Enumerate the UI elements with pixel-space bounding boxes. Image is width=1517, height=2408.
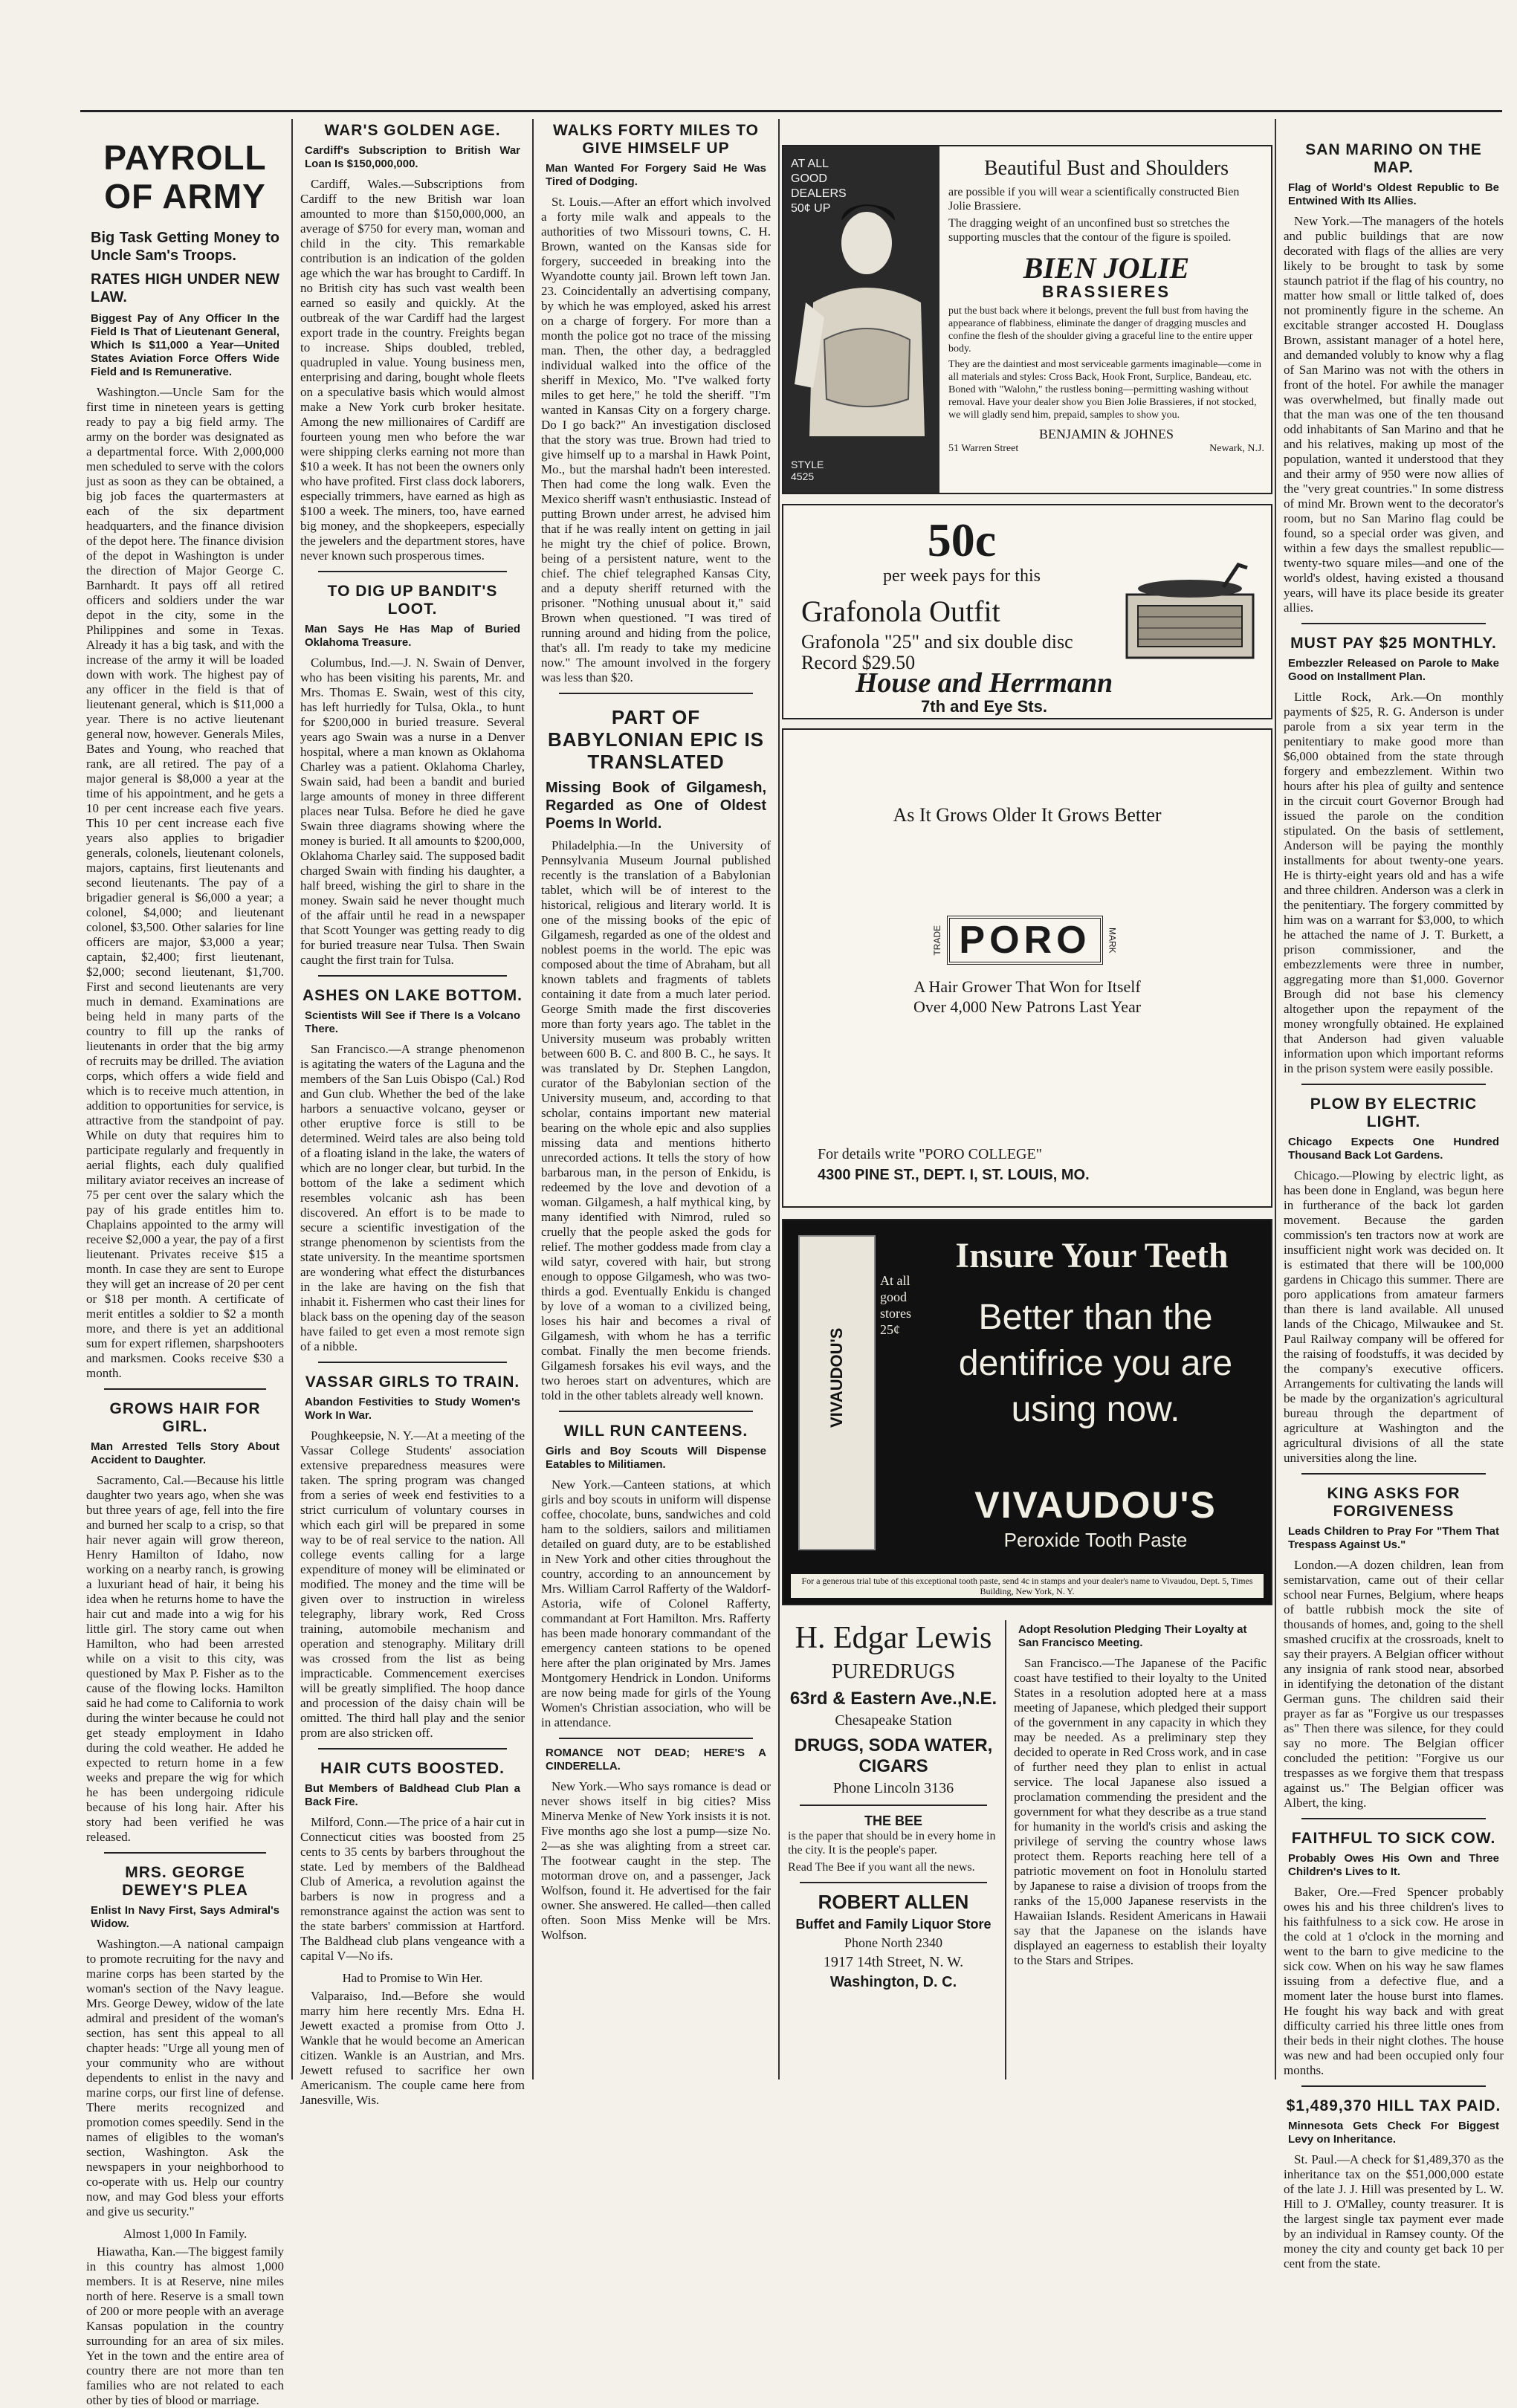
deck: Girls and Boy Scouts Will Dispense Eatables to Militiamen. — [546, 1445, 766, 1471]
ad-title: Beautiful Bust and Shoulders — [984, 157, 1229, 180]
ad-style: STYLE 4525 — [791, 459, 824, 482]
article-body: Hiawatha, Kan.—The biggest family in this country has almost 1,000 members. It is at Reserve, nine miles north of here. Reserve is a small town of 200 or more people with an average Kansas population in the country surrounding for an area of six miles. Yet in the town and the entire area of country there are not more than ten families who are not related to each other by ties of blood or marriage. — [86, 2244, 284, 2407]
ad-text: A Hair Grower That Won for Itself — [913, 977, 1141, 996]
ad-name: ROBERT ALLEN — [818, 1891, 969, 1913]
tube-label: VIVAUDOU'S — [827, 1327, 846, 1428]
ad-text: is the paper that should be in every home in the city. It is the people's paper. — [788, 1830, 996, 1857]
article-body: San Francisco.—A strange phenomenon is agitating the waters of the Laguna and the members of the San Luis Obispo (Cal.) Rod and Gun club. Whether the bed of the lake harbors a senuactive volcano, geyser or other eruptive force is still to be determined. Weird tales are also being told of a floating island in the lake, the waters of which are no longer clear, but turbid. In the bottom of the lake a sediment which resembles volcanic ash has been discovered. An effort is to be made to secure a scientific investigation of the strange phenomenon by scientists from the state university. In the meantime sportsmen are wondering what effect the disturbances in the lake are having on the fish that inhabit it. Fishermen who cast their lines for black bass on the opening day of the season have failed to get even a most remote sign of a nibble. — [300, 1042, 525, 1353]
headline: VASSAR GIRLS TO TRAIN. — [305, 1373, 520, 1391]
ad-city: Washington, D. C. — [829, 1974, 957, 1990]
divider — [104, 1388, 266, 1390]
deck: Biggest Pay of Any Officer In the Field Is That of Lieutenant General, Which Is $11,000 a Year—United States Aviation Force Offers Wide Field and Is Remunerative. — [91, 312, 279, 378]
ad-sub: PUREDRUGS — [831, 1660, 956, 1683]
deck: Flag of World's Oldest Republic to Be Entwined With Its Allies. — [1288, 181, 1499, 207]
headline: PAYROLL OF ARMY — [103, 138, 267, 216]
ad-brand: BIEN JOLIE — [1023, 251, 1190, 285]
ad-name: H. Edgar Lewis — [795, 1621, 992, 1655]
headline: WILL RUN CANTEENS. — [563, 1423, 748, 1440]
article-body: Washington.—A national campaign to promote recruiting for the navy and marine corps has been started by the woman's section of the Navy league. Mrs. George Dewey, widow of the late admiral and president of the woman's section, has sent this appeal to all chapter heads: "Urge all young men of your community who are without dependents to enlist in the navy and marine corps, our first line of defense. There merits recognized and promotion comes speedily. Send in the names of eligibles to the woman's section, Washington. Ask the newspapers in your neighborhood to co-operate with us. Help our country now, and may God bless your efforts and give us security." — [86, 1937, 284, 2218]
divider — [800, 1805, 987, 1806]
column-rule — [291, 119, 293, 2080]
ad-text: Over 4,000 New Patrons Last Year — [913, 997, 1142, 1016]
column-2 — [294, 119, 531, 2107]
ad-mark-right: MARK — [1107, 927, 1118, 954]
ad-phone: Phone Lincoln 3136 — [832, 1780, 954, 1796]
ad-text: are possible if you will wear a scientifically constructed Bien Jolie Brassiere. — [948, 186, 1240, 213]
ad-copy — [948, 157, 1264, 456]
article-body: Little Rock, Ark.—On monthly payments of $25, R. G. Anderson is under parole from a six year term in the penitentiary to make good more than $6,000 obtained from the state through forgery and embezzlement. Within two hours after his plea of guilty and sentence in the circuit court Governor Brough had issued the parole on the condition stipulated. On the basis of settlement, Anderson will be paying the monthly installments for about twenty-one years. He is thirty-eight years old and has a wife and three children. Anderson was a clerk in the penitentiary. The forgery committed by him was on a warrant for $3,000, to which he attached the name of J. T. Burkett, a prison commissioner, and the embezzlements were three in number, aggregating more than $1,000. Governor Brough did not base his clemency altogether upon the repayment of the money wrongfully obtained. He explained that Anderson had given valuable information upon which important reforms in the prison system were easily possible. — [1284, 690, 1504, 1075]
ad-contact: 4300 PINE ST., DEPT. I, ST. LOUIS, MO. — [818, 1167, 1090, 1183]
ad-head: THE BEE — [864, 1813, 922, 1828]
headline: WAR'S GOLDEN AGE. — [324, 122, 501, 139]
ad-phone: Phone North 2340 — [844, 1935, 942, 1950]
ad-text: Read The Bee if you want all the news. — [788, 1861, 975, 1874]
article-body: New York.—Who says romance is dead or never shows itself in big cities? Miss Minerva Menke of New York insists it is not. Five months ago she lost a pump—size No. 2—as she was alighting from a street car. The footwear caught in the step. The motorman drove on, and a passenger, Jack Wolfson, found it. He advertised for the fair owner. She answered. He called—then called often. Soon Miss Menke will be Mrs. Wolfson. — [541, 1779, 771, 1942]
deck: Adopt Resolution Pledging Their Loyalty at San Francisco Meeting. — [1018, 1623, 1247, 1649]
deck: But Members of Baldhead Club Plan a Back Fire. — [305, 1782, 520, 1808]
ad-mark-left: TRADE — [932, 925, 943, 956]
ad-address: 51 Warren Street — [948, 443, 1019, 454]
subhead: Almost 1,000 In Family. — [123, 2227, 248, 2241]
deck: Leads Children to Pray For "Them That Trespass Against Us." — [1288, 1525, 1499, 1551]
column-rule — [1005, 1620, 1006, 2080]
divider — [318, 1362, 507, 1363]
divider — [559, 1411, 753, 1412]
column-4-bottom — [1008, 1620, 1272, 2080]
headline: MUST PAY $25 MONTHLY. — [1290, 635, 1497, 652]
column-3 — [535, 119, 777, 2080]
ad-text: put the bust back where it belongs, prevent the full bust from having the appearance of flabbiness, eliminate the danger of dragging muscles and confine the flesh of the shoulder giving a graceful line to the entire upper body. — [948, 305, 1253, 355]
divider — [1301, 623, 1486, 624]
article-body: Valparaiso, Ind.—Before she would marry him here recently Mrs. Edna H. Jewett exacted a promise from Otto J. Wankle that he would become an American citizen. Wankle is an Austrian, and Mrs. Jewett refused to sacrifice her own Americanism. The couple came here from Janesville, Wis. — [300, 1989, 525, 2107]
headline: ROMANCE NOT DEAD; HERE'S A CINDERELLA. — [546, 1747, 766, 1773]
ad-grafonola — [782, 504, 1272, 719]
ad-brand-row — [917, 916, 1133, 965]
article-body: Columbus, Ind.—J. N. Swain of Denver, who has been visiting his parents, Mr. and Mrs. Thomas E. Swain, west of this city, has left hurriedly for Tulsa, Okla., to hunt for $200,000 in buried treasure. Several years ago Swain was a nurse in a Denver hospital, where a man known as Oklahoma Charley was a patient. Oklahoma Charley, Swain said, had been a bandit and buried large amounts of money in three different places near Tulsa. Before he died he gave Swain three diagrams showing where the money is buried. It all amounts to $200,000, Oklahoma Charley said. The supposed badit charged Swain with finding his daughter, a half breed, wishing the girl to share in the money. Swain said he never thought much of the affair until he read in a newspaper that Scott Younger was getting ready to dig for buried treasure near Tulsa. Then Swain caught the first train for Tulsa. — [300, 656, 525, 967]
article-body: St. Paul.—A check for $1,489,370 as the inheritance tax on the $51,000,000 estate of the late J. J. Hill was presented by L. W. Hill to J. O'Malley, county treasurer. It is the largest single tax payment ever made by an individual in Ramsey county. Of the money the city and county get back 10 per cent from the state. — [1284, 2152, 1504, 2271]
ad-product: Grafonola Outfit — [801, 595, 1000, 628]
deck: Abandon Festivities to Study Women's Work In War. — [305, 1396, 520, 1422]
toothpaste-tube-icon — [798, 1235, 876, 1550]
ad-tagline: As It Grows Older It Grows Better — [893, 804, 1162, 826]
top-rule — [80, 110, 1502, 112]
headline: GROWS HAIR FOR GIRL. — [109, 1400, 261, 1435]
divider — [1301, 1084, 1486, 1085]
ad-detail: Grafonola "25" and six double disc Record $29.50 — [801, 631, 1073, 673]
headline: HAIR CUTS BOOSTED. — [320, 1760, 505, 1777]
ad-line: Buffet and Family Liquor Store — [795, 1917, 992, 1932]
deck: Man Wanted For Forgery Said He Was Tired of Dodging. — [546, 162, 766, 188]
deck: RATES HIGH UNDER NEW LAW. — [91, 271, 279, 305]
ad-vivaudou — [782, 1219, 1272, 1605]
article-body: Poughkeepsie, N. Y.—At a meeting of the Vassar College Students' association extensive preparedness measures were taken. The spring program was changed from a series of week end festivities to a strict curriculum of voluntary courses in which each girl will be prepared in some way to be of real service to the nation. All college events calling for a large expenditure of money will be eliminated or modified. The money and the time will be given over to instruction in wireless telegraphy, library work, Red Cross training, automobile mechanism and operation and stenography. Military drill was crossed from the list as being impracticable. Commencement exercises will be greatly simplified. The hoop dance and procession of the daisy chain will be omitted. The third hall play and the senior prom are also stricken off. — [300, 1428, 525, 1740]
ad-illustration — [783, 146, 939, 493]
article-body: Cardiff, Wales.—Subscriptions from Cardiff to the new British war loan amounted to more than $150,000,000, an average of $750 for every man, woman and child in the city. This remarkable contribution is an indication of the golden age which the war has brought to Cardiff. In no British city has such vast wealth been earned so easily and quickly. At the outbreak of the war Cardiff had the largest export trade in the country. Freights began to increase. Ships doubled, trebled, quadrupled in value. Young business men, enterprising and daring, bought whole fleets on a speculative basis which would almost make a New York curb broker hesitate. Among the new millionaires of Cardiff are fourteen young men who before the war were shipping clerks earning not more than $10 a week. It has not been the owners only who have profited. First class dock laborers, especially trimmers, have earned as high as $100 a week. The miners, too, have earned big money, and the shopkeepers, especially the jewelers and the department stores, have never known such prosperous times. — [300, 177, 525, 563]
divider — [1301, 1818, 1486, 1819]
phonograph-icon — [1119, 550, 1261, 669]
ad-text: They are the daintiest and most serviceable garments imaginable—come in all materials and styles: Cross Back, Hook Front, Surplice, Bandeau, etc. Boned with "Walohn," the rustless boning—permitting washing without removal. Have your dealer show you Bien Jolie Brassieres, if not stocked, we will gladly send him, prepaid, samples to show you. — [948, 359, 1262, 421]
article-body: St. Louis.—After an effort which involved a forty mile walk and appeals to the authorities of two Missouri towns, C. H. Brown, wanted on the Kansas side for forgery, succeeded in breaking into the Wyandotte county jail. Brown left town Jan. 23. Coincidentally an advertising company, by which he was employed, asked his arrest on a charge of forgery. For more than a month the police got no trace of the missing man. Then, the other day, a bedraggled individual walked into the office of the sheriff in Mexico, Mo. "I've walked forty miles to get here," he told the sheriff. "I'm wanted in Kansas City on a forgery charge. Do I go back?" An investigation disclosed that the story was true. Brown had tried to give himself up to a marshal in Hawk Point, Mo., but the marshal hadn't been interested. Then had come the long walk. Even the Mexico sheriff wasn't enthusiastic. Instead of putting Brown under arrest, he advised him that if he was really intent on getting in jail he might try the chief of police. Brown, being of a persistent nature, went to the chief. The chief telegraphed Kansas City, and a deputy sheriff returned with the prisoner. "Nothing unusual about it," said Brown when questioned. "I was tired of running around and hiding from the police, that's all. I'm ready to take my medicine now." The amount involved in the forgery was less than $20. — [541, 195, 771, 684]
ad-address-row — [948, 441, 1264, 456]
ad-city: Newark, N.J. — [1209, 443, 1264, 454]
article-body: Philadelphia.—In the University of Pennsylvania Museum Journal published recently is the translation of a Babylonian tablet, which will be of interest to the historical, religious and literary world. It is one of the missing books of the epic of Gilgamesh, regarded as one of the oldest and noblest poems in the world. The epic was composed about the time of Abraham, but all known tablets and fragments of tablets containing it date from a much later period. George Smith made the first discoveries more than forty years ago. The tablet in the University museum was probably written between 600 B. C. and 800 B. C., he says. It was translated by Dr. Stephen Langdon, curator of the Babylonian section of the University museum, and, according to that scholar, contains important new material bearing on the whole epic and also supplies missing data and mentions hitherto unrecorded actions. It tells the story of how barbarous man, in the person of Enkidu, is redeemed by the love and devotion of a woman. Gilgamesh, a half mythical king, by many identified with Nimrod, ruled so cruelly that the people asked the gods for relief. The mother goddess made from clay a wild satyr, covered with hair, but strong enough to oppose Gilgamesh, who was two-thirds a god. Eventually Enkidu is changed by love of a woman to a civilized being, loses his hair and becomes a rival of Gilgamesh, with whom he has a terrific combat. Finally the men become friends. Gilgamesh forsakes his evil ways, and the two heroes start on adventures, which are told in the other tablets already well known. — [541, 838, 771, 1402]
headline: TO DIG UP BANDIT'S LOOT. — [327, 583, 498, 618]
divider — [1301, 1473, 1486, 1475]
ad-address: 7th and Eye Sts. — [921, 697, 1047, 716]
divider — [800, 1882, 987, 1883]
ad-headline: Insure Your Teeth — [955, 1236, 1229, 1275]
deck: Embezzler Released on Parole to Make Good on Installment Plan. — [1288, 657, 1499, 683]
woman-illustration-icon — [783, 191, 939, 473]
headline: FAITHFUL TO SICK COW. — [1291, 1830, 1496, 1847]
ad-line: DRUGS, SODA WATER, CIGARS — [794, 1735, 993, 1776]
divider — [104, 1852, 266, 1854]
deck: Probably Owes His Own and Three Children's Lives to It. — [1288, 1852, 1499, 1878]
column-rule — [1275, 119, 1276, 2080]
article-body: San Francisco.—The Japanese of the Pacific coast have testified to their loyalty to the United States in a resolution adopted here at a mass meeting of Japanese, which pledged their support of the government in any capacity in which they may be needed. As a preliminary step they decided to operate in Red Cross work, and in case of further need they plan to enlist in actual service. The local Japanese also issued a proclamation commending the president and the government for what they describe as a true stand for humanity in the world's crisis and asking the privilege of serving the country whose laws protect them. Reports reaching here tell of a patriotic movement on foot in Honolulu started by Japanese to raise a division of troops from the ranks of the 15,000 Japanese reservists in the Hawaiian Islands. Resident Americans in Hawaii say that the Japanese on the islands have displayed an eagerness to establish their loyalty to the Stars and Stripes. — [1014, 1656, 1267, 1967]
deck: Man Arrested Tells Story About Accident to Daughter. — [91, 1440, 279, 1466]
ad-text: per week pays for this — [883, 566, 1041, 586]
headline: PART OF BABYLONIAN EPIC IS TRANSLATED — [547, 706, 765, 773]
divider — [1301, 2085, 1486, 2087]
bottom-ads — [782, 1620, 1005, 2081]
ad-price: 50c — [927, 514, 997, 566]
ad-brand: VIVAUDOU'S — [974, 1484, 1217, 1526]
headline: WALKS FORTY MILES TO GIVE HIMSELF UP — [552, 122, 760, 157]
divider — [559, 1738, 753, 1739]
article-body: London.—A dozen children, lean from semistarvation, came out of their cellar school near Furnes, Belgium, where heaps of battle rubbish mock the site of thousands of homes, and, going to the shell smashed crucifix at the crossroads, knelt to say their prayers. A Belgian officer without any insignia of rank stood near, absorbed in identifying the detonation of the distant German guns. The children said their prayer as far as "Forgive us our trespasses as" Then there was silence, for they could say no more. The Belgian officer concluded the petition: "Forgive us our trespasses as we forgive them that trespass against us." The Belgian officer was Albert, the king. — [1284, 1558, 1504, 1810]
deck: Enlist In Navy First, Says Admiral's Widow. — [91, 1904, 279, 1930]
ad-store: House and Herrmann — [855, 667, 1113, 699]
ad-product: Peroxide Tooth Paste — [1003, 1529, 1188, 1551]
article-body: Sacramento, Cal.—Because his little daughter two years ago, when she was but three years of age, fell into the fire and burned her scalp to a crisp, so that hair never again will grow thereon, Henry Hamilton of Idaho, now working on a nearby ranch, is growing a luxuriant head of hair, it being his idea when he returns home to have the hair cut and made into a wig for his little girl. The story came out when Hamilton, who had been arrested while on a visit to this city, was questioned by Max P. Fisher as to the cause of the flowing locks. Hamilton said he had come to California to work during the winter because he could not get steady employment in Idaho during the cold weather. He added he expected to return home in a few weeks and prepare the wig for which he has been undergoing ridicule because of his long hair. After his story had been verified he was released. — [86, 1473, 284, 1844]
ad-station: Chesapeake Station — [835, 1712, 952, 1729]
headline: PLOW BY ELECTRIC LIGHT. — [1310, 1095, 1478, 1130]
headline: KING ASKS FOR FORGIVENESS — [1327, 1485, 1461, 1520]
ad-address: 1917 14th Street, N. W. — [823, 1954, 964, 1970]
headline: ASHES ON LAKE BOTTOM. — [303, 987, 523, 1004]
divider — [559, 693, 753, 694]
column-rule — [532, 119, 534, 2080]
column-rule — [778, 119, 780, 2080]
ad-side-text: AT ALL GOOD DEALERS 50¢ UP — [791, 158, 847, 215]
subhead: Had to Promise to Win Her. — [342, 1971, 483, 1985]
ad-brand-sub: BRASSIERES — [1041, 282, 1171, 301]
article-body: New York.—The managers of the hotels and public buildings that are now decorated with flags of the allies are very likely to be brought to task by some staunch patriot if the flag of his country, no matter how small or little talked of, does not prominently figure in the scheme. An excitable stranger accosted H. Douglass Brown, assistant manager of a hotel here, and demanded volubly to know why a flag of San Marino was not with the others in front of the hotel. For awhile the manager was overwhelmed, but finally made out that the man was one of the ten thousand odd inhabitants of San Marino and that he and his relatives, making up most of the population, wanted it understood that they and their army of 950 were now allies of the "very great countries." In some distress of mind Mr. Brown went to the decorator's room, but no San Marino flag could be found, so a special order was given, and within a few days the smallest republic—twenty-two square miles—and one of the world's oldest, having existed a thousand years, will have its place beside its greater allies. — [1284, 214, 1504, 615]
deck: Chicago Expects One Hundred Thousand Back Lot Gardens. — [1288, 1136, 1499, 1162]
deck: Missing Book of Gilgamesh, Regarded as One of Oldest Poems In World. — [546, 780, 766, 832]
divider — [318, 975, 507, 977]
deck: Big Task Getting Money to Uncle Sam's Troops. — [91, 230, 279, 264]
article-body: Milford, Conn.—The price of a hair cut in Connecticut cities was boosted from 25 cents to 35 cents by barbers throughout the state. Led by members of the Baldhead Club of America, a revolution against the barbers is now in progress and a remonstrance against the action was sent to the state barbers' commission at Hartford. The Baldhead club plans vengeance with a capital V—No ifs. — [300, 1815, 525, 1963]
headline: SAN MARINO ON THE MAP. — [1305, 141, 1482, 176]
ad-text: The dragging weight of an unconfined bust so stretches the supporting muscles that the contour of the figure is spoiled. — [948, 217, 1232, 244]
ad-footer: For a generous trial tube of this exceptional tooth paste, send 4c in stamps and your dealer's name to Vivaudou, Dept. 5, Times Building, New York, N. Y. — [791, 1574, 1264, 1598]
article-body: Washington.—Uncle Sam for the first time in nineteen years is getting ready to pay a big field army. The army on the border was designated as a departmental force. With 2,000,000 men scheduled to serve with the colors just as soon as they can be obtained, a big job faces the quartermasters at each of the six department headquarters, and the finance division of the depot here. The finance division of the depot in Washington is under the direction of Major George C. Barnhardt. It pays off all retired officers and soldiers under the war depot in the city, some in the Philippines and some in Texas. Already it has a big task, and with the increase of the army it will be loaded down with work. The highest pay of any officer in the field is that of lieutenant general, which is $11,000 a year. There is no active lieutenant general now, however. Generals Miles, Bates and Young, who reached that rank, are all retired. The pay of a major general is $8,000 a year at the time of his appointment, and he gets a 10 per cent increase each five years. This 10 per cent increase each five years also applies to brigadier generals, colonels, lieutenant colonels, majors, captains, first lieutenants and second lieutenants. The pay of a brigadier general is $6,000 a year; a colonel, $4,000; and lieutenant colonel, $3,500. Other salaries for line officers are major, $3,000 a year; captain, $2,400; first lieutenant, $2,000; second lieutenant, $1,700. First and second lieutenants are very much in demand. Examinations are being held in many parts of the country to fill up the ranks of lieutenants in order that the big army of recruits may be drilled. The aviation corps, which offers a wide field and which is to receive much attention, in addition to opportunities for service, is attractive from the standpoint of pay. While on duty that requires him to participate regularly and frequently in aerial flights, each duly qualified military aviator receives an increase of 75 per cent over the salary which the pay of his grade entitles him to. Chaplains appointed to the army will receive $2,000 a year, the pay of a first lieutenant. Privates receive $15 a month. In case they are sent to Europe they will get an increase of 20 per cent or $18 per month. A certificate of merit entitles a soldier to $2 a month more, and there is yet an additional sum for expert riflemen, sharpshooters and marksmen. Cooks receive $30 a month. — [86, 385, 284, 1380]
deck: Man Says He Has Map of Buried Oklahoma Treasure. — [305, 623, 520, 649]
article-body: New York.—Canteen stations, at which girls and boy scouts in uniform will dispense coffee, chocolate, buns, sandwiches and cold ham to the soldiers, sailors and militiamen detailed on guard duty, are to be established in New York and other cities throughout the country, according to an announcement by Mrs. William Carrol Rafferty of the Waldorf-Astoria, wife of Colonel Rafferty, commandant at Fort Hamilton. Mrs. Rafferty has been made honorary commandant of the emergency canteen stations to be opened here after the plan originated by Mrs. James Montgomery Hendrick in London. Uniforms are now being made for girls of the Young Women's Christian association, who will be in attendance. — [541, 1478, 771, 1729]
ad-company: BENJAMIN & JOHNES — [1038, 427, 1174, 441]
headline: MRS. GEORGE DEWEY'S PLEA — [122, 1864, 248, 1899]
ad-contact: For details write "PORO COLLEGE" — [818, 1146, 1042, 1162]
deck: Cardiff's Subscription to British War Loan Is $150,000,000. — [305, 144, 520, 170]
column-1 — [80, 119, 290, 2407]
divider — [318, 571, 507, 572]
column-5 — [1278, 119, 1510, 2271]
deck: Scientists Will See if There Is a Volcano There. — [305, 1009, 520, 1035]
headline: $1,489,370 HILL TAX PAID. — [1286, 2097, 1501, 2114]
article-body: Chicago.—Plowing by electric light, as has been done in England, was begun here in furtherance of the back lot garden movement. Because the garden commission's ten tractors now at work are insufficient night work was decided on. It is estimated that there will be 100,000 gardens in Chicago this summer. There are poro applications from amateur farmers than there is land available. All unused lands of the Chicago, Milwaukee and St. Paul Railway company will be offered for the raising of foodstuffs, it was decided by the company's executive officers. Arrangements for cultivating the lands will be made by the organization's agricultural bureau through the department of agriculture at Washington and the agricultural divisions of all the state universities along the line. — [1284, 1168, 1504, 1465]
ad-bien-jolie — [782, 145, 1272, 494]
ad-side: At all good stores 25¢ — [880, 1273, 911, 1337]
deck: Minnesota Gets Check For Biggest Levy on Inheritance. — [1288, 2120, 1499, 2146]
ad-address: 63rd & Eastern Ave.,N.E. — [789, 1689, 997, 1709]
ad-brand: PORO — [947, 916, 1102, 965]
ad-poro — [782, 728, 1272, 1208]
ad-slogan: Better than the dentifrice you are using now. — [958, 1298, 1233, 1429]
article-body: Baker, Ore.—Fred Spencer probably owes his and his three children's lives to his faithfulness to a sick cow. He arose in the cold at 1 o'clock in the morning and went to the barn to give medicine to the sick cow. When on his way he saw flames issuing from a defective flue, and a moment later the house burst into flames. He fought his way back and with great difficulty carried his three little ones from their beds in their night clothes. The house was new and had been occupied only four months. — [1284, 1885, 1504, 2077]
divider — [318, 1748, 507, 1750]
